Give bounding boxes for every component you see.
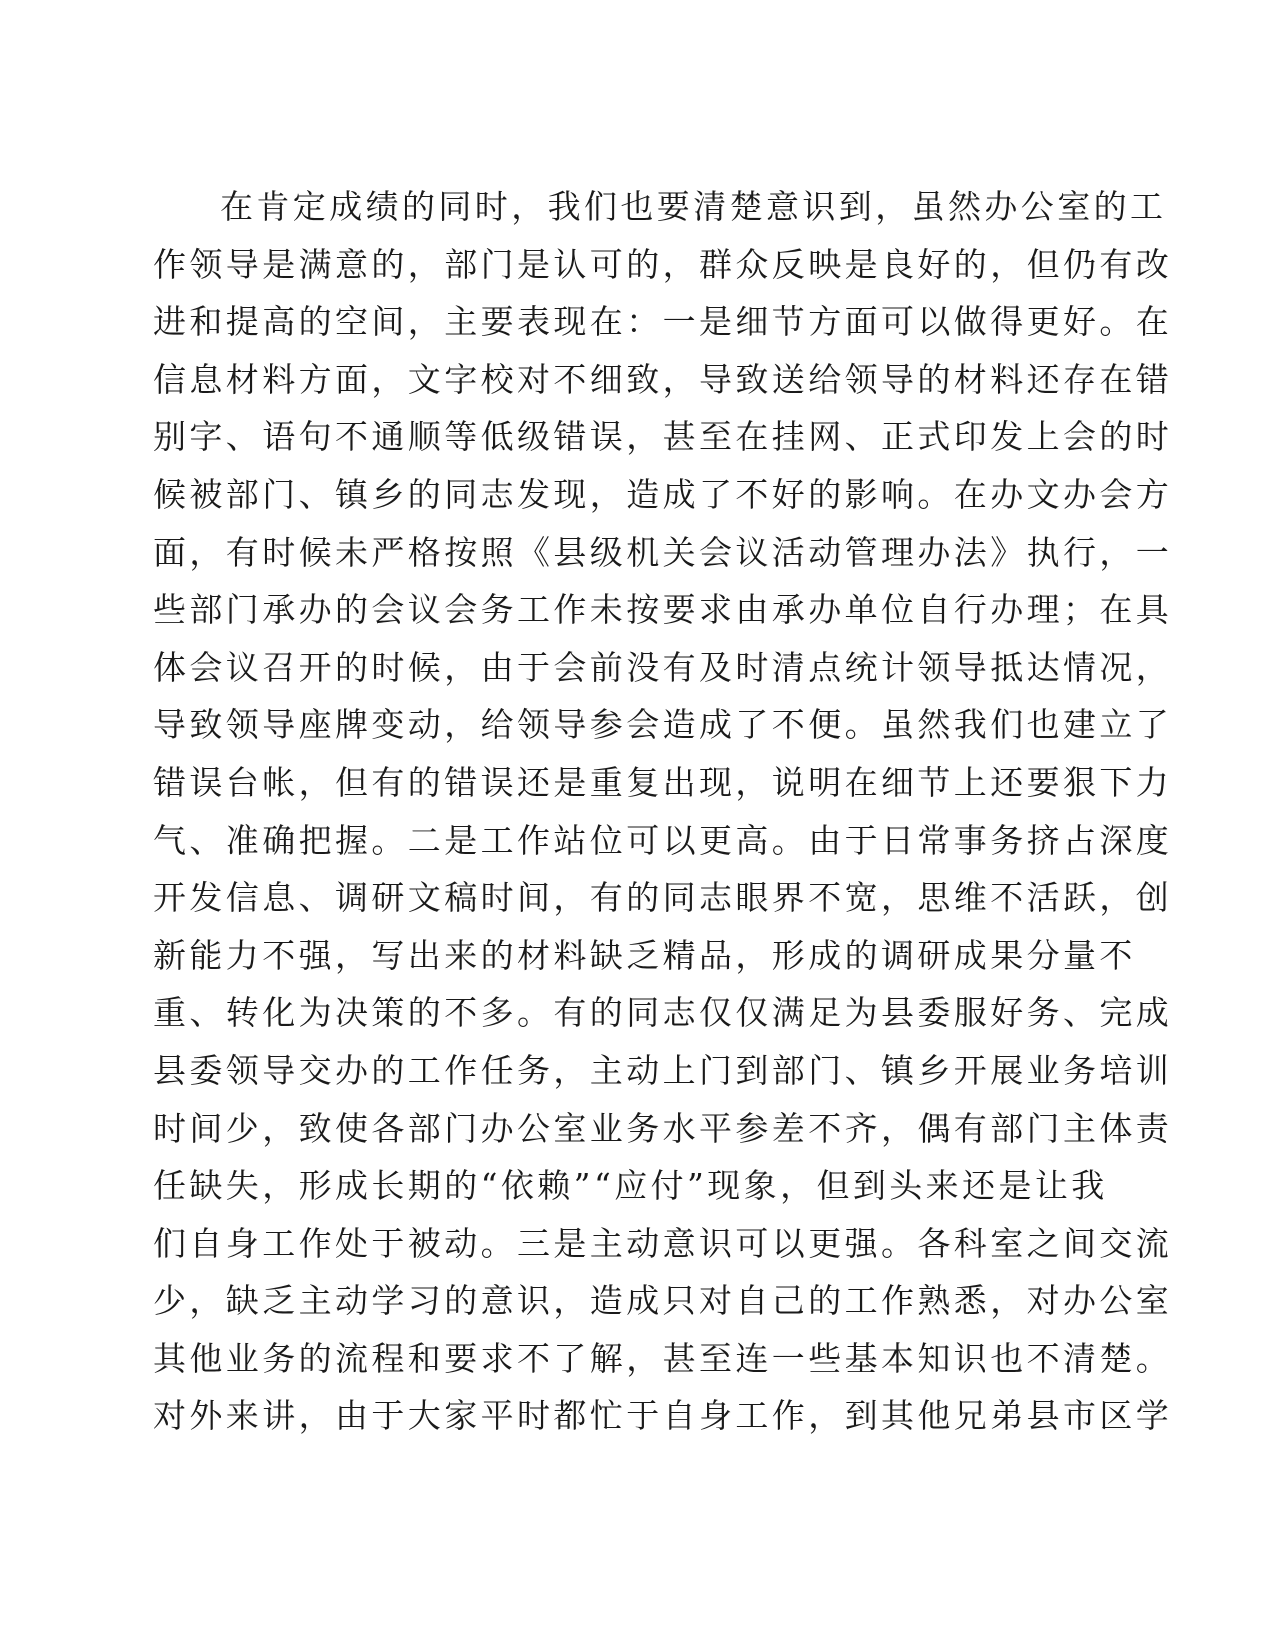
text-line-3: 进和提高的空间，主要表现在：一是细节方面可以做得更好。在: [153, 302, 1173, 342]
text-line-11: 错误台帐，但有的错误还是重复出现，说明在细节上还要狠下力: [153, 762, 1173, 802]
text-line-10: 导致领导座牌变动，给领导参会造成了不便。虽然我们也建立了: [153, 705, 1173, 745]
text-line-5: 别字、语句不通顺等低级错误，甚至在挂网、正式印发上会的时: [153, 417, 1173, 457]
text-line-15: 重、转化为决策的不多。有的同志仅仅满足为县委服好务、完成: [153, 993, 1173, 1033]
text-line-18: 任缺失，形成长期的“依赖”“应付”现象，但到头来还是让我: [153, 1166, 1108, 1206]
text-line-8: 些部门承办的会议会务工作未按要求由承办单位自行办理；在具: [153, 590, 1173, 630]
text-line-1: 在肯定成绩的同时，我们也要清楚意识到，虽然办公室的工: [220, 187, 1167, 226]
text-line-12: 气、准确把握。二是工作站位可以更高。由于日常事务挤占深度: [153, 820, 1173, 860]
text-line-13: 开发信息、调研文稿时间，有的同志眼界不宽，思维不活跃，创: [153, 878, 1173, 918]
text-line-9: 体会议召开的时候，由于会前没有及时清点统计领导抵达情况，: [153, 647, 1173, 687]
text-line-22: 对外来讲，由于大家平时都忙于自身工作，到其他兄弟县市区学: [153, 1396, 1173, 1436]
text-line-16: 县委领导交办的工作任务，主动上门到部门、镇乡开展业务培训: [153, 1050, 1173, 1090]
text-line-6: 候被部门、镇乡的同志发现，造成了不好的影响。在办文办会方: [153, 474, 1173, 514]
text-line-14: 新能力不强，写出来的材料缺乏精品，形成的调研成果分量不: [153, 935, 1136, 975]
text-line-21: 其他业务的流程和要求不了解，甚至连一些基本知识也不清楚。: [153, 1338, 1173, 1378]
text-line-2: 作领导是满意的，部门是认可的，群众反映是良好的，但仍有改: [153, 244, 1173, 284]
body-paragraph: [153, 178, 1173, 1445]
text-line-20: 少，缺乏主动学习的意识，造成只对自己的工作熟悉，对办公室: [153, 1281, 1173, 1321]
text-line-7: 面，有时候未严格按照《县级机关会议活动管理办法》执行，一: [153, 532, 1173, 572]
text-line-17: 时间少，致使各部门办公室业务水平参差不齐，偶有部门主体责: [153, 1108, 1173, 1148]
text-line-19: 们自身工作处于被动。三是主动意识可以更强。各科室之间交流: [153, 1223, 1173, 1263]
text-line-4: 信息材料方面，文字校对不细致，导致送给领导的材料还存在错: [153, 359, 1173, 399]
